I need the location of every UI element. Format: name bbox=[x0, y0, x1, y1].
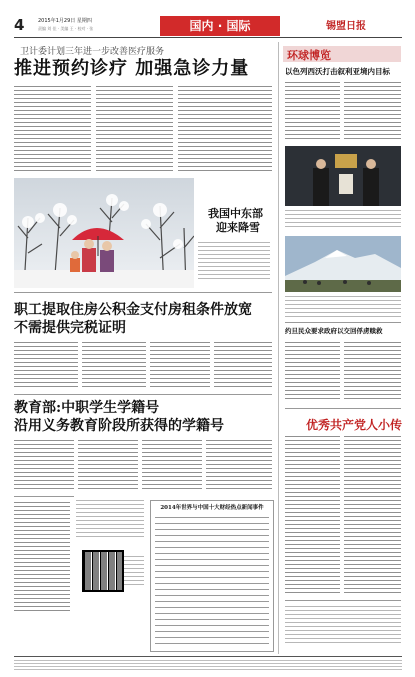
story3-text-col4 bbox=[206, 440, 272, 490]
table-rows bbox=[155, 517, 269, 645]
story2-text-col2 bbox=[82, 342, 146, 390]
column-text-col1 bbox=[285, 436, 340, 596]
divider bbox=[285, 322, 401, 323]
header-rule bbox=[14, 37, 402, 38]
table-title: 2014年世界与中国十大财经热点新闻事件 bbox=[160, 505, 264, 511]
story3-headline-2: 沿用义务教育阶段所获得的学籍号 bbox=[14, 418, 224, 434]
notice-text bbox=[76, 500, 144, 540]
snow-caption-text bbox=[198, 242, 270, 282]
section-title: 国内 · 国际 bbox=[160, 16, 280, 36]
story3-headline-1: 教育部:中职学生学籍号 bbox=[14, 400, 160, 416]
column-title: 优秀共产党人小传 bbox=[306, 418, 403, 432]
photo-1-caption bbox=[285, 210, 401, 230]
story2-headline-2: 不需提供完税证明 bbox=[14, 320, 126, 336]
qr-code bbox=[82, 550, 124, 592]
hk-headline: 约旦民众要求政府以交回俘虏赎救 bbox=[285, 327, 383, 335]
story3-text-col1 bbox=[14, 440, 74, 490]
divider bbox=[14, 496, 74, 497]
footer-text bbox=[14, 660, 402, 670]
masthead: 锡盟日报 bbox=[326, 21, 366, 32]
snow-caption-title: 我国中东部 bbox=[208, 207, 263, 220]
global-title: 环球博览 bbox=[287, 49, 331, 62]
divider bbox=[285, 600, 401, 601]
sidebar-photo-1 bbox=[285, 146, 401, 206]
hk-text-col1 bbox=[285, 342, 340, 402]
page-header bbox=[0, 0, 415, 40]
lead-kicker: 卫计委计划三年进一步改善医疗服务 bbox=[20, 47, 165, 57]
story3-text-col2 bbox=[78, 440, 138, 490]
photo-2-caption bbox=[285, 296, 401, 318]
mountain-photo-art bbox=[285, 236, 401, 292]
sidebar-photo-2 bbox=[285, 236, 401, 292]
divider bbox=[14, 292, 272, 293]
story2-text-col1 bbox=[14, 342, 78, 390]
ceremony-photo-art bbox=[285, 146, 401, 206]
page-number: 4 bbox=[14, 16, 25, 34]
advert-text bbox=[285, 606, 401, 646]
lead-text-col1 bbox=[14, 86, 91, 174]
footer-rule bbox=[14, 656, 402, 657]
lead-headline: 推进预约诊疗 加强急诊力量 bbox=[14, 58, 250, 79]
global-title-bar bbox=[283, 46, 401, 62]
story2-text-col4 bbox=[214, 342, 272, 390]
lead-text-col2 bbox=[96, 86, 173, 174]
column-divider bbox=[278, 42, 279, 654]
lead-text-col3 bbox=[178, 86, 272, 174]
divider bbox=[14, 394, 272, 395]
global-headline: 以色列西沃打击叙利亚境内目标 bbox=[285, 67, 390, 76]
editor-line: 责编 刘 佳 · 美编 王 · 校对 · 张 bbox=[38, 26, 94, 31]
divider bbox=[285, 408, 401, 409]
column-text-col2 bbox=[344, 436, 401, 596]
snow-caption-title-2: 迎来降雪 bbox=[216, 221, 260, 234]
qr-caption bbox=[124, 556, 144, 586]
snow-photo bbox=[14, 178, 194, 288]
snow-photo-art bbox=[14, 178, 194, 288]
hk-text-col2 bbox=[344, 342, 401, 402]
story3-text-col3 bbox=[142, 440, 202, 490]
global-text-col2 bbox=[344, 82, 401, 140]
sidebar-notice-text bbox=[14, 502, 70, 612]
global-text-col1 bbox=[285, 82, 340, 140]
story2-text-col3 bbox=[150, 342, 210, 390]
news-table bbox=[150, 500, 274, 652]
date-line: 2015年1月29日 星期四 bbox=[38, 18, 92, 24]
story2-headline-1: 职工提取住房公积金支付房租条件放宽 bbox=[14, 302, 252, 318]
